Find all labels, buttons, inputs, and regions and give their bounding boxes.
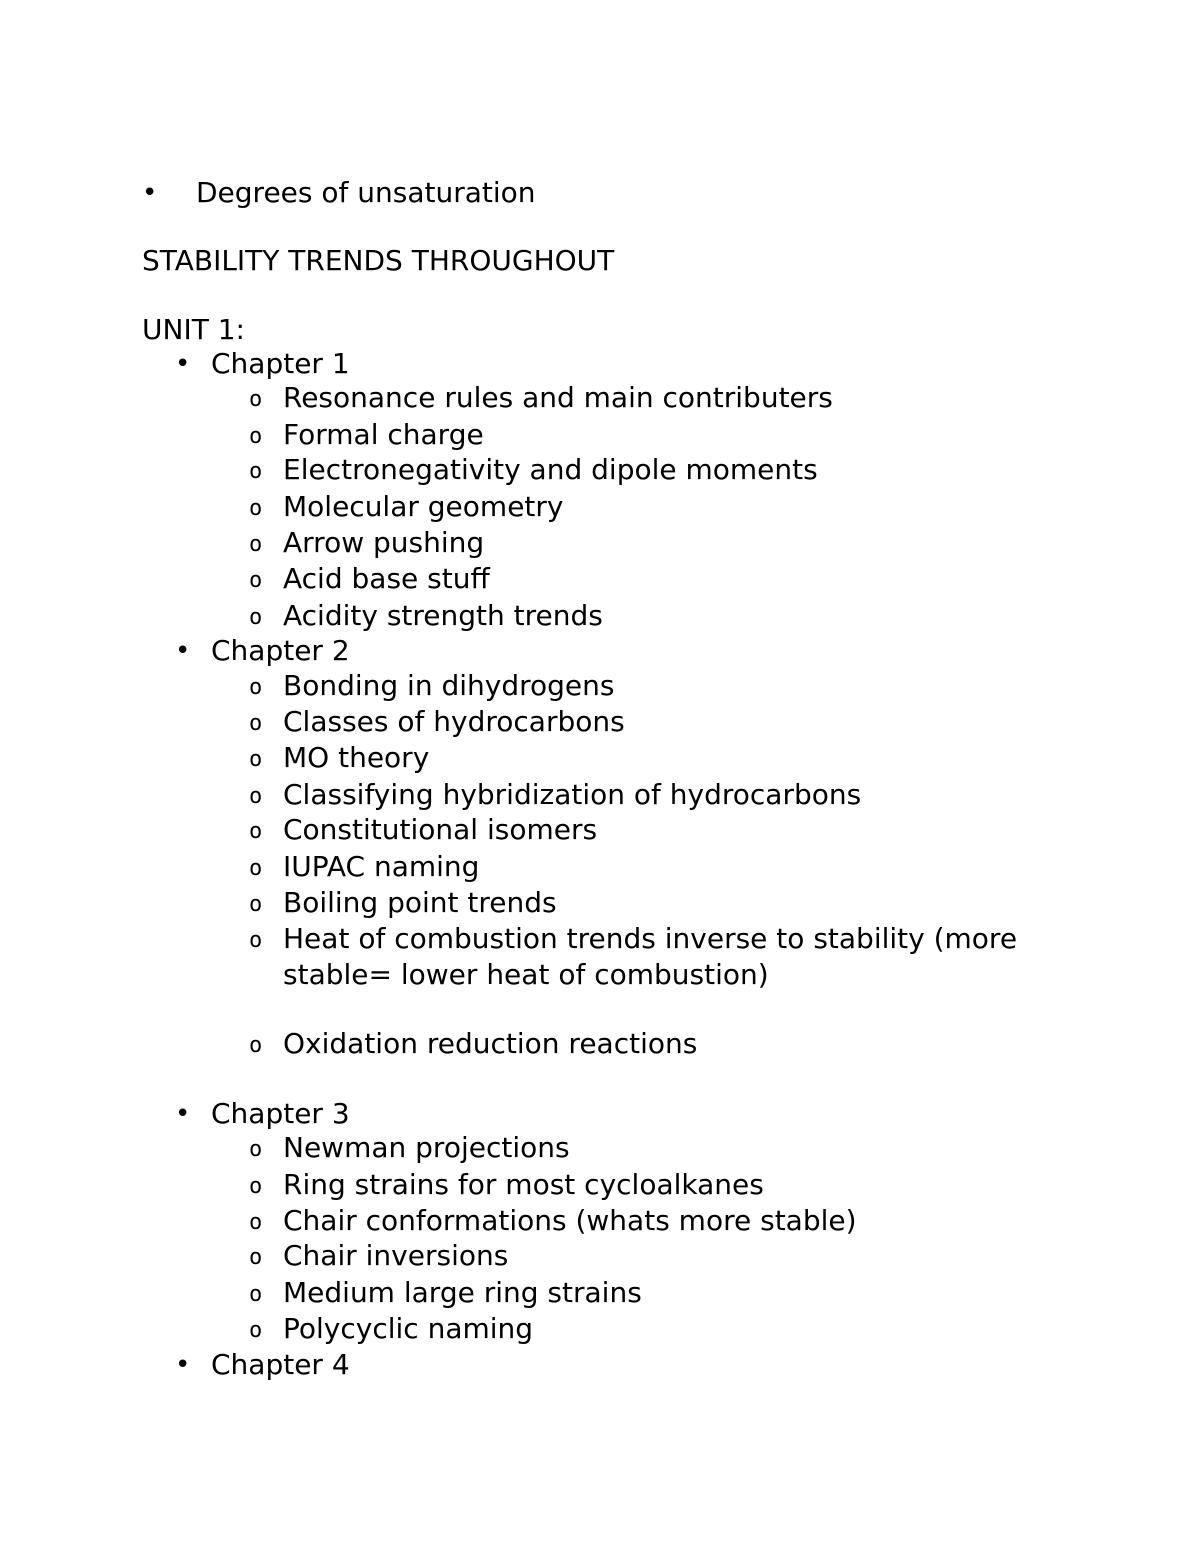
sub-bullet-marker: o: [249, 424, 263, 449]
list-item: Molecular geometry: [283, 490, 564, 523]
sub-bullet-marker: o: [249, 387, 263, 412]
list-item: Newman projections: [283, 1131, 570, 1164]
sub-bullet-marker: o: [249, 1137, 263, 1162]
sub-bullet-marker: o: [249, 496, 263, 521]
sub-bullet-marker: o: [249, 892, 263, 917]
sub-bullet-marker: o: [249, 568, 263, 593]
bullet-marker: •: [175, 349, 191, 379]
list-item: Heat of combustion trends inverse to stability (more: [283, 922, 1018, 955]
chapter-title: Chapter 3: [211, 1097, 350, 1130]
list-item: Chair inversions: [283, 1239, 509, 1272]
list-item: Classes of hydrocarbons: [283, 705, 625, 738]
list-item-degrees-of-unsaturation: Degrees of unsaturation: [196, 176, 536, 209]
sub-bullet-marker: o: [249, 605, 263, 630]
list-item: Electronegativity and dipole moments: [283, 453, 818, 486]
list-item: Classifying hybridization of hydrocarbons: [283, 778, 862, 811]
list-item: MO theory: [283, 741, 430, 774]
chapter-title: Chapter 4: [211, 1348, 350, 1381]
list-item: Constitutional isomers: [283, 813, 598, 846]
bullet-marker: •: [175, 1099, 191, 1129]
list-item: Bonding in dihydrogens: [283, 669, 615, 702]
sub-bullet-marker: o: [249, 747, 263, 772]
list-item-continuation: stable= lower heat of combustion): [283, 958, 769, 991]
sub-bullet-marker: o: [249, 532, 263, 557]
list-item: Polycyclic naming: [283, 1312, 534, 1345]
section-heading: STABILITY TRENDS THROUGHOUT: [142, 244, 615, 277]
sub-bullet-marker: o: [249, 459, 263, 484]
sub-bullet-marker: o: [249, 784, 263, 809]
sub-bullet-marker: o: [249, 928, 263, 953]
bullet-marker: •: [175, 636, 191, 666]
sub-bullet-marker: o: [249, 1174, 263, 1199]
list-item: IUPAC naming: [283, 850, 480, 883]
sub-bullet-marker: o: [249, 1210, 263, 1235]
sub-bullet-marker: o: [249, 1033, 263, 1058]
list-item: Ring strains for most cycloalkanes: [283, 1168, 764, 1201]
sub-bullet-marker: o: [249, 1245, 263, 1270]
sub-bullet-marker: o: [249, 1318, 263, 1343]
list-item: Resonance rules and main contributers: [283, 381, 833, 414]
list-item: Acid base stuff: [283, 562, 490, 595]
bullet-marker: •: [142, 178, 158, 208]
sub-bullet-marker: o: [249, 1282, 263, 1307]
list-item: Medium large ring strains: [283, 1276, 642, 1309]
list-item: Oxidation reduction reactions: [283, 1027, 698, 1060]
sub-bullet-marker: o: [249, 856, 263, 881]
list-item: Chair conformations (whats more stable): [283, 1204, 857, 1237]
list-item: Arrow pushing: [283, 526, 485, 559]
chapter-title: Chapter 1: [211, 347, 350, 380]
sub-bullet-marker: o: [249, 675, 263, 700]
list-item: Acidity strength trends: [283, 599, 603, 632]
bullet-marker: •: [175, 1350, 191, 1380]
unit-label: UNIT 1:: [142, 313, 245, 346]
sub-bullet-marker: o: [249, 711, 263, 736]
list-item: Boiling point trends: [283, 886, 557, 919]
sub-bullet-marker: o: [249, 819, 263, 844]
list-item: Formal charge: [283, 418, 484, 451]
chapter-title: Chapter 2: [211, 634, 350, 667]
